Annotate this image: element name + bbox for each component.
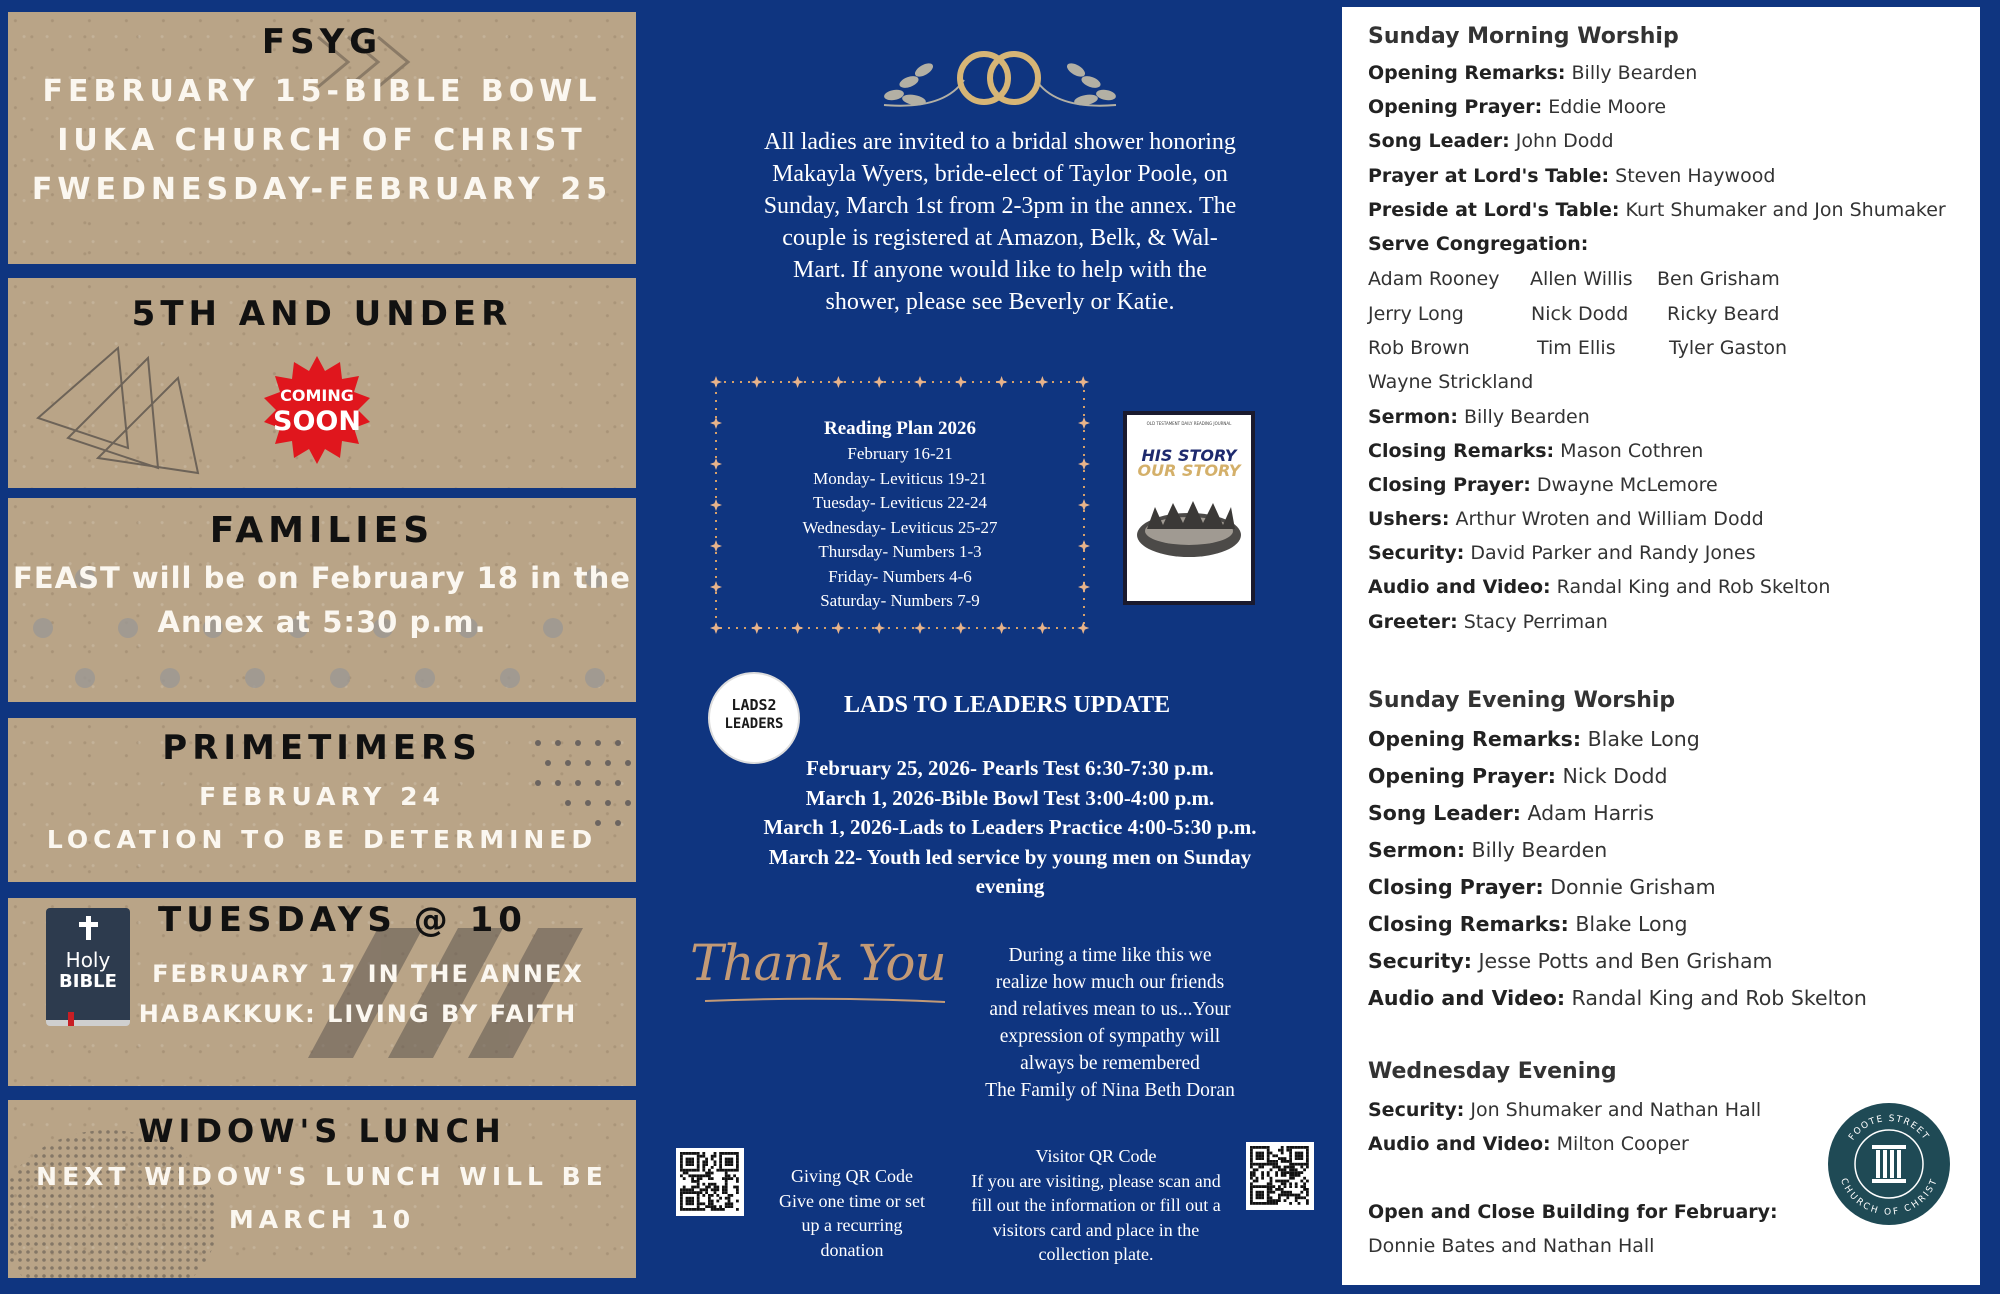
cross-icon [86,916,91,940]
families-line2: Annex at 5:30 p.m. [157,605,487,639]
reading-plan [740,416,1060,614]
church-logo-icon [1826,1101,1952,1227]
schedule-row: Prayer at Lord's Table: Steven Haywood [1368,165,1776,187]
server-name: Allen Willis [1530,268,1633,290]
primetimers-title: PRIMETIMERS [162,728,482,768]
schedule-row: Closing Prayer: Donnie Grisham [1368,875,1716,899]
giving-line: up a recurring [801,1215,903,1235]
schedule-row: Opening Prayer: Nick Dodd [1368,764,1668,788]
star-icon [710,376,722,388]
lads-line: March 1, 2026-Lads to Leaders Practice 4:00-5:30 p.m. [763,815,1257,839]
shower-line: Mart. If anyone would like to help with the [793,257,1207,283]
bridal-shower-text [720,126,1280,318]
primetimers-line2: LOCATION TO BE DETERMINED [46,825,598,854]
building-heading: Open and Close Building for February: [1368,1201,1778,1223]
star-icon [792,376,804,388]
schedule-row: Ushers: Arthur Wroten and William Dodd [1368,508,1764,530]
visitor-line: visitors card and place in the [992,1219,1200,1240]
visitor-text [946,1144,1246,1267]
morning-heading: Sunday Morning Worship [1368,24,1679,49]
server-name: Tim Ellis [1537,337,1616,359]
reading-plan-line: Tuesday- Leviticus 22-24 [812,493,988,512]
reading-plan-line: Monday- Leviticus 19-21 [813,468,987,488]
star-icon [1077,376,1089,388]
shower-line: shower, please see Beverly or Katie. [825,289,1175,315]
bible-holy-label: Holy [65,948,111,972]
reading-plan-line: Saturday- Numbers 7-9 [820,591,980,610]
star-icon [751,376,763,388]
widow-line1: NEXT WIDOW'S LUNCH WILL BE [36,1162,608,1191]
schedule-row: Opening Remarks: Blake Long [1368,727,1700,751]
diagonal-stripes-icon [308,928,636,1058]
star-icon [996,622,1008,634]
fsyg-line2: IUKA CHURCH OF CHRIST [57,123,587,158]
lads-heading: LADS TO LEADERS UPDATE [844,692,1171,718]
giving-line: donation [820,1239,884,1260]
giving-line: Give one time or set [779,1190,925,1211]
thanks-line: and relatives mean to us...Your [989,999,1231,1020]
schedule-row: Security: David Parker and Randy Jones [1368,542,1756,564]
widows-lunch-panel [8,1100,636,1278]
lads-line: February 25, 2026- Pearls Test 6:30-7:30 p.m. [806,756,1214,780]
fifth-and-under-panel [8,278,636,488]
star-icon [873,622,885,634]
star-icon [751,622,763,634]
book-title-2: OUR STORY [1137,461,1241,480]
lads-line: March 22- Youth led service by young men on Sunday [768,844,1252,869]
bible-bible-label: BIBLE [59,971,117,992]
svg-text:CHURCH OF CHRIST: CHURCH OF CHRIST [1837,1176,1941,1218]
underline-flourish-icon [700,996,950,1006]
star-icon [955,376,967,388]
reading-plan-line: February 16-21 [847,444,953,463]
lads-logo [708,672,800,764]
star-icon [710,499,722,511]
star-icon [955,622,967,634]
server-name: Wayne Strickland [1368,371,1534,393]
giving-line: Giving QR Code [790,1166,913,1186]
fsyg-panel [8,12,636,264]
crown-of-thorns-icon [1127,495,1251,585]
star-icon [914,622,926,634]
primetimers-panel [8,718,636,882]
lads-list [700,754,1320,902]
schedule-row: Security: Jesse Potts and Ben Grisham [1368,949,1773,973]
star-icon [832,622,844,634]
star-icon [1036,376,1048,388]
star-icon [1036,622,1048,634]
lads-logo-bottom: LEADERS [724,716,784,732]
visitor-line: If you are visiting, please scan and [971,1170,1221,1191]
server-name: Ben Grisham [1657,268,1780,290]
shower-line: Makayla Wyers, bride-elect of Taylor Poole, on [772,161,1228,187]
server-name: Rob Brown [1368,337,1470,359]
schedule-row: Security: Jon Shumaker and Nathan Hall [1368,1099,1762,1121]
reading-plan-line: Wednesday- Leviticus 25-27 [802,517,998,537]
families-title: FAMILIES [209,510,435,551]
star-icon [792,622,804,634]
server-name: Tyler Gaston [1669,337,1788,359]
schedule-row: Opening Remarks: Billy Bearden [1368,62,1698,84]
lads-line: evening [975,874,1045,898]
schedule-row: Sermon: Billy Bearden [1368,406,1590,428]
svg-text:FOOTE STREET: FOOTE STREET [1847,1113,1931,1143]
schedule-row: Song Leader: Adam Harris [1368,801,1655,825]
widow-line2: MARCH 10 [228,1205,416,1234]
fsyg-line1: FEBRUARY 15-BIBLE BOWL [42,74,602,109]
star-icon [996,376,1008,388]
schedule-row: Closing Remarks: Blake Long [1368,912,1688,936]
schedule-row: Sermon: Billy Bearden [1368,838,1608,862]
thanks-line: expression of sympathy will [999,1026,1221,1047]
server-name: Jerry Long [1368,303,1464,325]
reading-plan-title: Reading Plan 2026 [823,418,977,439]
fifth-title: 5TH AND UNDER [131,294,513,334]
lads-logo-top: LADS2 [731,696,777,714]
star-icon [914,376,926,388]
star-icon [1078,458,1090,470]
fsyg-title: FSYG [261,22,383,62]
wednesday-heading: Wednesday Evening [1368,1059,1617,1084]
soon-label: SOON [273,406,361,437]
thanks-line: During a time like this we [1008,945,1212,966]
shower-line: couple is registered at Amazon, Belk, & Wal- [782,225,1218,251]
widow-title: WIDOW'S LUNCH [138,1112,506,1150]
evening-heading: Sunday Evening Worship [1368,688,1676,713]
schedule-row: Song Leader: John Dodd [1368,130,1614,152]
giving-text [752,1164,952,1262]
thanks-line: The Family of Nina Beth Doran [985,1080,1235,1101]
schedule-panel [1342,7,1980,1285]
tuesdays-panel [8,898,636,1086]
book-title-1: HIS STORY [1141,446,1237,465]
visitor-line: Visitor QR Code [1035,1146,1157,1166]
building-value: Donnie Bates and Nathan Hall [1368,1235,1655,1257]
star-icon [1078,581,1090,593]
schedule-row: Opening Prayer: Eddie Moore [1368,96,1667,118]
server-name: Ricky Beard [1667,303,1780,325]
star-icon [710,417,722,429]
bookmark-icon [68,1012,74,1026]
thanks-line: realize how much our friends [995,972,1225,993]
schedule-row: Closing Prayer: Dwayne McLemore [1368,474,1718,496]
star-icon [710,581,722,593]
giving-qr-code-icon[interactable] [676,1148,744,1216]
tuesdays-title: TUESDAYS @ 10 [158,900,527,940]
star-icon [1078,540,1090,552]
server-name: Adam Rooney [1368,268,1500,290]
star-icon [710,622,722,634]
star-icon [832,376,844,388]
visitor-line: collection plate. [1038,1244,1154,1264]
wedding-rings-icon [864,40,1136,118]
tuesdays-line2: HABAKKUK: LIVING BY FAITH [138,1000,578,1028]
families-line1: FEAST will be on February 18 in the [13,561,631,595]
reading-plan-line: Thursday- Numbers 1-3 [818,542,982,561]
book-small-label: OLD TESTAMENT DAILY READING JOURNAL [1146,421,1232,426]
thanks-line: always be remembered [1020,1053,1200,1074]
coming-label: COMING [280,386,354,405]
star-icon [1077,622,1089,634]
server-name: Nick Dodd [1531,303,1629,325]
shower-line: Sunday, March 1st from 2-3pm in the annex. The [763,193,1237,219]
star-icon [710,458,722,470]
lads-line: March 1, 2026-Bible Bowl Test 3:00-4:00 p.m. [805,785,1215,810]
visitor-line: fill out the information or fill out a [971,1195,1221,1215]
schedule-row: Preside at Lord's Table: Kurt Shumaker and Jon Shumaker [1368,199,1946,221]
thank-you-script: Thank You [690,934,946,992]
schedule-row: Serve Congregation: [1368,233,1589,255]
fsyg-line3: FWEDNESDAY-FEBRUARY 25 [31,172,613,207]
shower-line: All ladies are invited to a bridal shower honoring [764,129,1236,155]
tuesdays-line1: FEBRUARY 17 IN THE ANNEX [152,960,584,988]
star-icon [1078,499,1090,511]
primetimers-line1: FEBRUARY 24 [199,782,445,811]
schedule-row: Closing Remarks: Mason Cothren [1368,440,1704,462]
book-cover [1123,411,1255,605]
thanks-text [940,942,1280,1104]
coming-soon-badge [262,356,372,466]
star-icon [1078,417,1090,429]
schedule-row: Audio and Video: Randal King and Rob Skelton [1368,576,1831,598]
visitor-qr-code-icon[interactable] [1246,1142,1314,1210]
star-icon [873,376,885,388]
schedule-row: Audio and Video: Randal King and Rob Skelton [1368,986,1867,1010]
families-panel [8,498,636,702]
star-icon [710,540,722,552]
schedule-row: Greeter: Stacy Perriman [1368,611,1608,633]
schedule-row: Audio and Video: Milton Cooper [1368,1133,1689,1155]
reading-plan-line: Friday- Numbers 4-6 [828,566,972,586]
